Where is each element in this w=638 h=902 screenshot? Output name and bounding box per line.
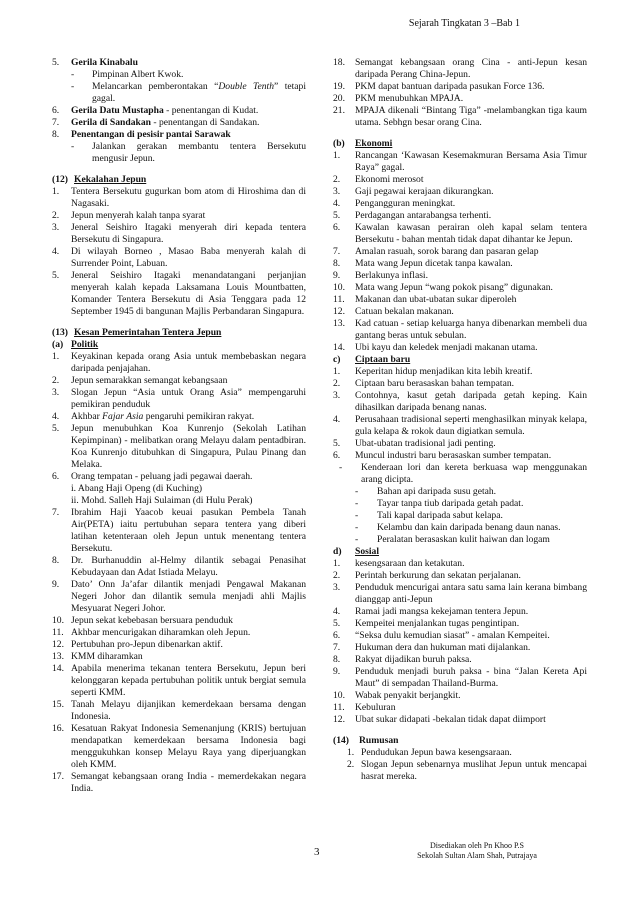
- list-item: - Tayar tanpa tiub daripada getah padat.: [355, 498, 524, 509]
- footer-author: Disediakan oleh Pn Khoo P.S: [430, 841, 524, 850]
- list-item: 4. Perusahaan tradisional seperti menghasilkan minyak kelapa, gula kelapa & rokok daun digiatkan semula.: [333, 414, 587, 437]
- list: [333, 57, 587, 129]
- list-item: 7. Gerila di Sandakan - penentangan di Sandakan.: [52, 117, 260, 128]
- left-column: [52, 57, 306, 795]
- list-item: 10. Jepun sekat kebebasan bersuara penduduk: [52, 615, 233, 626]
- list-item: 1. Keyakinan kepada orang Asia untuk membebaskan negara daripada penjajahan.: [52, 351, 306, 374]
- page-footer: [382, 841, 572, 861]
- list-item: 13. Kad catuan - setiap keluarga hanya dibenarkan membeli dua gantang beras untuk sebulan.: [333, 318, 587, 341]
- list-item: 12. Pertubuhan pro-Jepun dibenarkan aktif.: [52, 639, 223, 650]
- list-item: 18. Semangat kebangsaan orang Cina - anti-Jepun kesan daripada Perang China-Jepun.: [333, 57, 587, 80]
- list-item: - Tali kapal daripada sabut kelapa.: [355, 510, 503, 521]
- list-item: 2. Slogan Jepun sebenarnya muslihat Jepun untuk mencapai hasrat mereka.: [347, 759, 587, 782]
- list-item: 4. Pengangguran meningkat.: [333, 198, 456, 209]
- page-header: Sejarah Tingkatan 3 –Bab 1: [408, 18, 520, 29]
- list-item: 6. “Seksa dulu kemudian siasat” - amalan Kempeitei.: [333, 630, 550, 641]
- list-item: 4. Akhbar Fajar Asia pengaruhi pemikiran rakyat.: [52, 411, 255, 422]
- list-item: 5. Gerila Kinabalu: [52, 57, 306, 69]
- list-item: 9. Dato’ Onn Ja’afar dilantik menjadi Pengawal Makanan Negeri Johor dan dilantik semula menjadi ahli Majlis Mesyuarat Negeri Johor.: [52, 579, 306, 614]
- list-item: 14. Ubi kayu dan keledek menjadi makanan utama.: [333, 342, 538, 353]
- list-item: 14. Apabila menerima tekanan tentera Bersekutu, Jepun beri kelonggaran kepada pertubuhan politik untuk bergiat semula seperti KMM.: [52, 663, 306, 698]
- section-heading: (14) Rumusan: [333, 735, 399, 746]
- list: [52, 351, 306, 795]
- list-item: 5. Jeneral Seishiro Itagaki menandatangani perjanjian menyerah kalah kepada Laksamana Louis Mountbatten, Komander Tentera Bersekutu di Asia Tenggara pada 12 September 1945 di bangunan Majlis Perbandaran Singapura.: [52, 270, 306, 317]
- list-item: 4. Di wilayah Borneo , Masao Baba menyerah kalah di Surrender Point, Labuan.: [52, 246, 306, 269]
- list: [52, 186, 306, 318]
- list-item: 10. Wabak penyakit berjangkit.: [333, 690, 461, 701]
- list-item: 1. kesengsaraan dan ketakutan.: [333, 558, 465, 569]
- list: [333, 747, 587, 783]
- list-item: 2. Ciptaan baru berasaskan bahan tempatan.: [333, 378, 515, 389]
- list-item: 17. Semangat kebangsaan orang India - memerdekakan negara India.: [52, 771, 306, 794]
- list-item: 6. Muncul industri baru berasaskan sumber tempatan.: [333, 450, 552, 461]
- list-item: 7. Amalan rasuah, sorok barang dan pasaran gelap: [333, 246, 539, 257]
- list-item: - Bahan api daripada susu getah.: [355, 486, 497, 497]
- list: [333, 150, 587, 354]
- list-item: 2. Jepun menyerah kalah tanpa syarat: [52, 210, 206, 221]
- list-item: 4. Ramai jadi mangsa kekejaman tentera Jepun.: [333, 606, 529, 617]
- list-item: - Jalankan gerakan membantu tentera Bersekutu mengusir Jepun.: [71, 141, 306, 164]
- section-heading: (13) Kesan Pemerintahan Tentera Jepun: [52, 327, 222, 338]
- list-item: 5. Jepun menubuhkan Koa Kunrenjo (Sekolah Latihan Kepimpinan) - melibatkan orang Melayu dalam pentadbiran. Koa Kunrenjo ditubuhkan di Singapura, Pulau Pinang dan Melaka.: [52, 423, 306, 470]
- list-item: 11. Makanan dan ubat-ubatan sukar diperoleh: [333, 294, 517, 305]
- list-item: 1. Tentera Bersekutu gugurkan bom atom di Hiroshima dan di Nagasaki.: [52, 186, 306, 209]
- right-column: [333, 57, 587, 783]
- list-item: 13. KMM diharamkan: [52, 651, 143, 662]
- section-heading: Gerila Kinabalu: [71, 57, 138, 68]
- list-item: 11. Akhbar mencurigakan diharamkan oleh Jepun.: [52, 627, 251, 638]
- list-item: 8. Mata wang Jepun dicetak tanpa kawalan.: [333, 258, 513, 269]
- list-item: 6. Kawalan kawasan perairan oleh kapal selam tentera Bersekutu - bahan mentah tidak dapat dihantar ke Jepun.: [333, 222, 587, 245]
- list-item: 5. Perdagangan antarabangsa terhenti.: [333, 210, 492, 221]
- list-item: 7. Hukuman dera dan hukuman mati dijalankan.: [333, 642, 531, 653]
- list-item: 10. Mata wang Jepun “wang pokok pisang” digunakan.: [333, 282, 553, 293]
- subsection-heading: c) Ciptaan baru: [333, 354, 411, 365]
- list-item: 1. Keperitan hidup menjadikan kita lebih kreatif.: [333, 366, 533, 377]
- page-number: 3: [314, 846, 320, 858]
- list-item: 3. Gaji pegawai kerajaan dikurangkan.: [333, 186, 494, 197]
- list-item: 5. Kempeitei menjalankan tugas pengintipan.: [333, 618, 520, 629]
- list-item: 11. Kebuluran: [333, 702, 396, 713]
- list-item: 2. Ekonomi merosot: [333, 174, 424, 185]
- list-item: - Pimpinan Albert Kwok.: [71, 69, 184, 80]
- list-item: 8. Penentangan di pesisir pantai Sarawak: [52, 129, 231, 140]
- list: [333, 366, 587, 546]
- list-item: 3. Jeneral Seishiro Itagaki menyerah diri kepada tentera Bersekutu di Singapura.: [52, 222, 306, 245]
- list: [333, 558, 587, 726]
- list-item: 3. Penduduk mencurigai antara satu sama lain kerana bimbang dianggap anti-Jepun: [333, 582, 587, 605]
- list-item: 8. Dr. Burhanuddin al-Helmy dilantik sebagai Penasihat Kebudayaan dan Adat Istiada Melayu.: [52, 555, 306, 578]
- list-item: - Kenderaan lori dan kereta berkuasa wap menggunakan arang dicipta.: [339, 462, 587, 485]
- list-item: 9. Berlakunya inflasi.: [333, 270, 428, 281]
- list-item: - Melancarkan pemberontakan “Double Tenth” tetapi gagal.: [71, 81, 307, 104]
- footer-school: Sekolah Sultan Alam Shah, Putrajaya: [417, 851, 537, 860]
- list-item: ii. Mohd. Salleh Haji Sulaiman (di Hulu Perak): [71, 495, 253, 506]
- list-item: 7. Ibrahim Haji Yaacob keuai pasukan Pembela Tanah Air(PETA) iaitu pertubuhan separa tentera yang diberi latihan ketenteraan oleh Jepun untuk menentang tentera Bersekutu.: [52, 507, 306, 554]
- list-item: 1. Pendudukan Jepun bawa kesengsaraan.: [347, 747, 512, 758]
- list-item: 12. Catuan bekalan makanan.: [333, 306, 454, 317]
- list-item: 8. Rakyat dijadikan buruh paksa.: [333, 654, 472, 665]
- list-item: 9. Penduduk menjadi buruh paksa - bina “Jalan Kereta Api Maut” di sempadan Thailand-Burma.: [333, 666, 587, 689]
- list-item: 1. Rancangan ‘Kawasan Kesemakmuran Bersama Asia Timur Raya” gagal.: [333, 150, 587, 173]
- subsection-heading: (a) Politik: [52, 339, 99, 350]
- list-item: 12. Ubat sukar didapati -bekalan tidak dapat diimport: [333, 714, 546, 725]
- list-item: - Kelambu dan kain daripada benang daun nanas.: [355, 522, 561, 533]
- list-item: 15. Tanah Melayu dijanjikan kemerdekaan bersama dengan Indonesia.: [52, 699, 306, 722]
- subsection-heading: d) Sosial: [333, 546, 379, 557]
- list-item: 3. Slogan Jepun “Asia untuk Orang Asia” mempengaruhi pemikiran penduduk: [52, 387, 306, 410]
- section-heading: (12) Kekalahan Jepun: [52, 174, 147, 185]
- list-item: 5. Ubat-ubatan tradisional jadi penting.: [333, 438, 496, 449]
- list-item: 21. MPAJA dikenali “Bintang Tiga” -melambangkan tiga kaum utama. Sebhgn besar orang Cina.: [333, 105, 587, 128]
- list-item: 3. Contohnya, kasut getah daripada getah keping. Kain dihasilkan daripada benang nanas.: [333, 390, 587, 413]
- list-item: 20. PKM menubuhkan MPAJA.: [333, 93, 464, 104]
- list-item: i. Abang Haji Openg (di Kuching): [71, 483, 203, 494]
- list-item: 2. Jepun semarakkan semangat kebangsaan: [52, 375, 228, 386]
- list-item: 2. Perintah berkurung dan sekatan perjalanan.: [333, 570, 521, 581]
- list-item: 6. Orang tempatan - peluang jadi pegawai daerah.: [52, 471, 253, 482]
- list-item: 6. Gerila Datu Mustapha - penentangan di Kudat.: [52, 105, 259, 116]
- subsection-heading: (b) Ekonomi: [333, 138, 393, 149]
- list-item: 19. PKM dapat bantuan daripada pasukan Force 136.: [333, 81, 545, 92]
- list-item: - Peralatan berasaskan kulit haiwan dan logam: [355, 534, 550, 545]
- list-item: 16. Kesatuan Rakyat Indonesia Semenanjung (KRIS) bertujuan mendapatkan kemerdekaan bersama Indonesia bagi menggukuhkan konsep Melayu Raya yang diperjuangkan oleh KMM.: [52, 723, 306, 770]
